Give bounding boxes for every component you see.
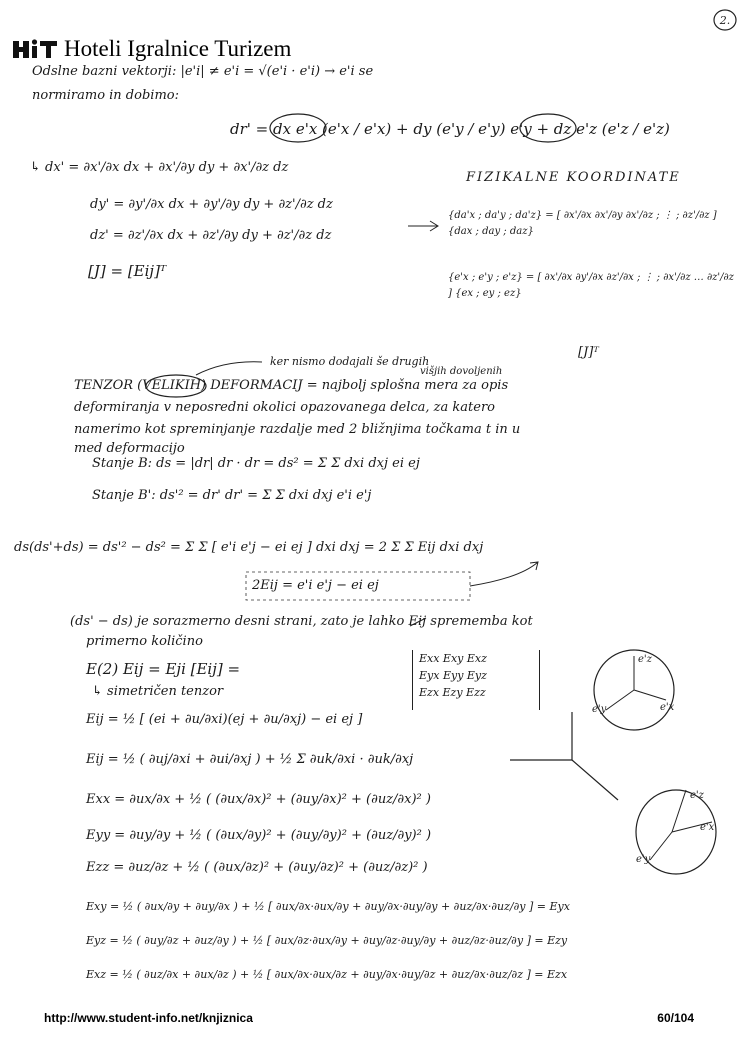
equation-dy-prime: dy' = ∂y'/∂x dx + ∂y'/∂y dy + ∂z'/∂z dz — [90, 197, 333, 212]
highlight-ellipse — [270, 114, 326, 142]
diagram-label-ex: e'x — [660, 702, 675, 713]
axis-line — [572, 760, 618, 800]
annotation-arrow — [470, 562, 538, 586]
equation-eyz: Eyz = ½ ( ∂uy/∂z + ∂uz/∂y ) + ½ [ ∂ux/∂z·∂ux/∂y + ∂uy/∂z·∂uy/∂y + ∂uz/∂z·∂uz/∂y ] = Ezy — [86, 934, 568, 947]
jacobian-transpose: [J]ᵀ — [578, 345, 599, 360]
note-top-2: višjih dovoljenih — [420, 366, 503, 377]
diagram2-label-ez: e'z — [690, 790, 704, 801]
highlight-ellipse — [520, 114, 576, 142]
equation-dr-prime: dr' = dx e'x (e'x / e'x) + dy (e'y / e'y) e'y + dz e'z (e'z / e'z) — [230, 120, 670, 138]
matrix-row: Ezx Ezy Ezz — [419, 686, 486, 699]
equation-eyy: Eyy = ∂uy/∂y + ½ ( (∂ux/∂y)² + (∂uy/∂y)² + (∂uz/∂y)² ) — [86, 828, 432, 843]
equation-dx-prime: ↳ dx' = ∂x'/∂x dx + ∂x'/∂y dy + ∂x'/∂z dz — [30, 160, 289, 175]
symmetric-tensor-note: ↳ simetričen tenzor — [92, 684, 224, 699]
annotation-arrow — [408, 221, 438, 231]
tensor-line-2: deformiranja v neposredni okolici opazovanega delca, za katero — [74, 400, 496, 415]
brand-name: Hoteli Igralnice Turizem — [64, 36, 292, 61]
symmetry-line: E(2) Eij = Eji [Eij] = — [86, 660, 241, 678]
equation-exz: Exz = ½ ( ∂uz/∂x + ∂ux/∂z ) + ½ [ ∂ux/∂x·∂ux/∂z + ∂uy/∂x·∂uy/∂z + ∂uz/∂x·∂uz/∂z ] = Ezx — [86, 968, 568, 981]
equation-exx: Exx = ∂ux/∂x + ½ ( (∂ux/∂x)² + (∂uy/∂x)² + (∂uz/∂x)² ) — [86, 792, 431, 807]
equation-jacobian: [J] = [Eij]ᵀ — [88, 262, 167, 280]
tensor-line-4: med deformacijo — [74, 441, 185, 456]
svg-text:2.: 2. — [719, 14, 731, 27]
diagram2-label-ex: e'x — [700, 822, 715, 833]
dashed-box — [246, 572, 470, 600]
axis-line — [606, 690, 634, 710]
matrix-row: Exx Exy Exz — [419, 652, 487, 665]
tensor-line-3: namerimo kot spreminjanje razdalje med 2 bližnjima točkama t in u — [74, 422, 521, 437]
diagram-label-ey: e'y — [592, 704, 607, 715]
axis-line — [672, 790, 686, 832]
diagram2-label-ey: e'y — [636, 854, 651, 865]
equation-dz-prime: dz' = ∂z'/∂x dx + ∂z'/∂y dy + ∂z'/∂z dz — [90, 228, 332, 243]
state-b: Stanje B: ds = |dr| dr · dr = ds² = Σ Σ dxi dxj ei ej — [92, 456, 420, 471]
annotation-arrow — [410, 618, 426, 626]
equation-eij-1: Eij = ½ [ (ei + ∂u/∂xi)(ej + ∂u/∂xj) − ei ej ] — [86, 712, 363, 727]
note-middle-1: (ds' − ds) je sorazmerno desni strani, zato je lahko Eij sprememba kot — [70, 614, 533, 629]
equation-physical-2: {e'x ; e'y ; e'z} = [ ∂x'/∂x ∂y'/∂x ∂z'/∂x ; ⋮ ; ∂x'/∂z … ∂z'/∂z ] {ex ; ey ; ez} — [448, 272, 734, 299]
highlight-ellipse — [146, 375, 206, 397]
equation-eij-2: Eij = ½ ( ∂uj/∂xi + ∂ui/∂xj ) + ½ Σ ∂uk/∂xi · ∂uk/∂xj — [86, 752, 414, 767]
footer-url[interactable]: http://www.student-info.net/knjiznica — [44, 1011, 253, 1025]
tensor-line-1: TENZOR (VELIKIH) DEFORMACIJ = najbolj splošna mera za opis — [74, 378, 509, 393]
equation-ezz: Ezz = ∂uz/∂z + ½ ( (∂ux/∂z)² + (∂uy/∂z)² + (∂uz/∂z)² ) — [86, 860, 428, 875]
axis-line — [634, 690, 666, 700]
note-line-2: normiramo in dobimo: — [32, 88, 179, 103]
equation-physical-1: {da'x ; da'y ; da'z} = [ ∂x'/∂x ∂x'/∂y ∂x'/∂z ; ⋮ ; ∂z'/∂z ] {dax ; day ; daz} — [448, 210, 717, 237]
annotation-arrow — [196, 362, 262, 375]
diagram-label-ez: e'z — [638, 654, 652, 665]
page-number: 60/104 — [657, 1011, 694, 1025]
matrix-row: Eyx Eyy Eyz — [419, 669, 487, 682]
state-b-prime: Stanje B': ds'² = dr' dr' = Σ Σ dxi dxj e'i e'j — [92, 488, 372, 503]
note-top-1: ker nismo dodajali še drugih — [270, 355, 430, 368]
axis-line — [650, 832, 672, 860]
note-line-1: Odslne bazni vektorji: |e'i| ≠ e'i = √(e'i · e'i) → e'i se — [32, 64, 374, 79]
note-middle-2: primerno količino — [86, 634, 203, 649]
equation-two-e: 2Eij = e'i e'j − ei ej — [252, 578, 379, 593]
physical-coordinates-title: FIZIKALNE KOORDINATE — [466, 170, 681, 185]
equation-exy: Exy = ½ ( ∂ux/∂y + ∂uy/∂x ) + ½ [ ∂ux/∂x·∂ux/∂y + ∂uy/∂x·∂uy/∂y + ∂uz/∂x·∂uz/∂y ] = Eyx — [86, 900, 570, 913]
equation-difference: ds(ds'+ds) = ds'² − ds² = Σ Σ [ e'i e'j − ei ej ] dxi dxj = 2 Σ Σ Eij dxi dxj — [14, 540, 484, 555]
